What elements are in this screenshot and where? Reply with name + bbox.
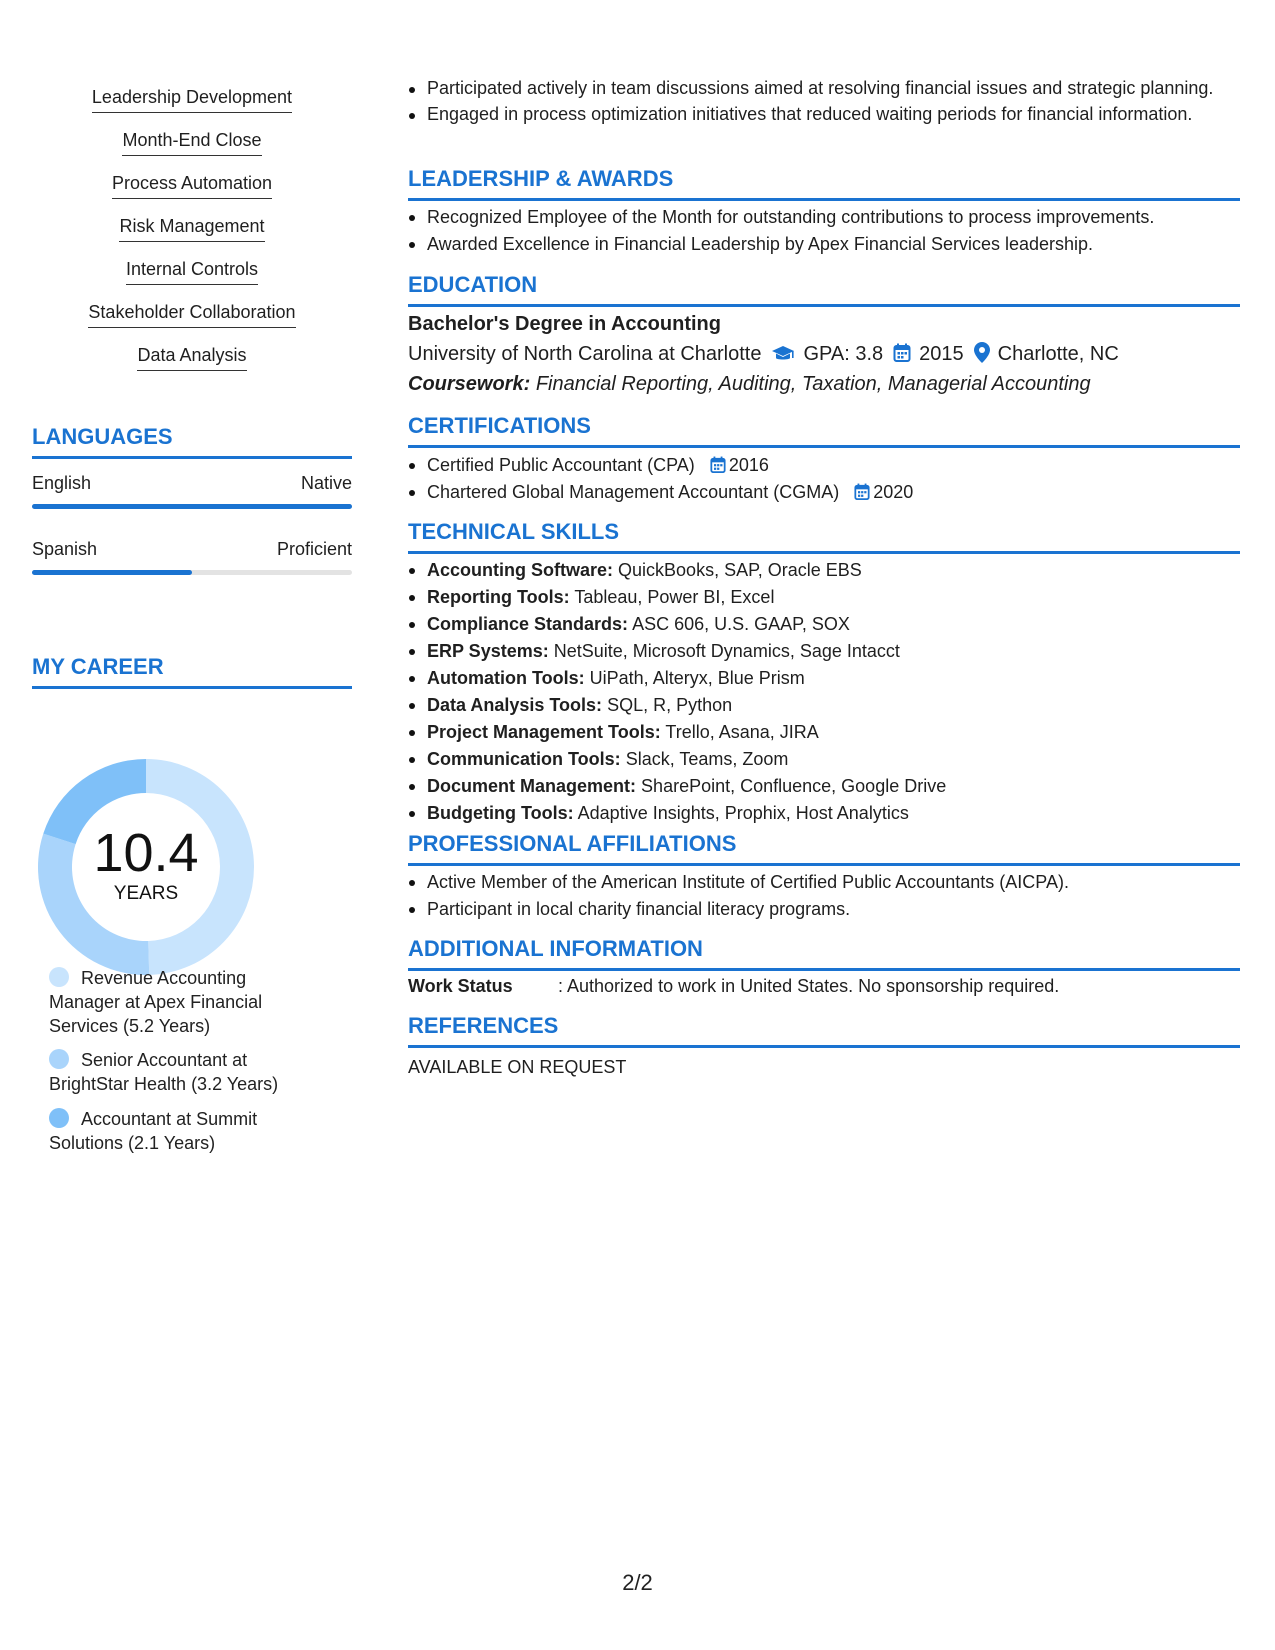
- career-donut-center: [34, 755, 258, 979]
- list-item: [408, 773, 1240, 800]
- degree-title: Bachelor's Degree in Accounting: [408, 313, 721, 335]
- calendar-icon: [710, 456, 726, 474]
- experience-continued-list: [408, 76, 1240, 126]
- certification-name: Chartered Global Management Accountant (CGMA): [427, 482, 840, 502]
- certification-name: Certified Public Accountant (CPA): [427, 455, 695, 475]
- strength-label: Risk Management: [119, 215, 264, 242]
- legend-dot: [49, 1108, 69, 1128]
- list-item: Participated actively in team discussions aimed at resolving financial issues and strategic planning.: [408, 76, 1240, 100]
- legend-label: Accountant at Summit Solutions (2.1 Years): [49, 1109, 258, 1153]
- technical-skills-heading: TECHNICAL SKILLS: [408, 519, 1240, 554]
- strength-label: Process Automation: [112, 172, 272, 199]
- career-total-unit: YEARS: [113, 883, 179, 904]
- language-spanish: [32, 538, 352, 575]
- skill-value: SQL, R, Python: [607, 695, 733, 715]
- career-donut-chart: [34, 755, 258, 979]
- legend-label: Revenue Accounting Manager at Apex Financial Services (5.2 Years): [49, 968, 263, 1036]
- gpa: GPA: 3.8: [803, 343, 884, 365]
- list-item: [408, 638, 1240, 665]
- list-item: Active Member of the American Institute of Certified Public Accountants (AICPA).: [408, 869, 1240, 896]
- certifications-heading: CERTIFICATIONS: [408, 413, 1240, 448]
- list-item: [408, 452, 1240, 479]
- strength-label: Internal Controls: [126, 258, 258, 285]
- skill-value: QuickBooks, SAP, Oracle EBS: [618, 560, 862, 580]
- strength-item: [32, 215, 352, 242]
- work-status-value: : Authorized to work in United States. No sponsorship required.: [558, 976, 1060, 996]
- additional-info-heading: ADDITIONAL INFORMATION: [408, 936, 1240, 971]
- career-heading: MY CAREER: [32, 654, 352, 689]
- legend-dot: [49, 1049, 69, 1069]
- list-item: [408, 584, 1240, 611]
- list-item: [408, 557, 1240, 584]
- coursework-label: Coursework:: [408, 373, 531, 395]
- languages-heading: LANGUAGES: [32, 424, 352, 459]
- location-pin-icon: [974, 342, 990, 363]
- skill-label: Data Analysis Tools:: [427, 695, 603, 715]
- career-legend-item: [49, 1048, 299, 1096]
- skill-value: Trello, Asana, JIRA: [665, 722, 819, 742]
- skill-label: ERP Systems:: [427, 641, 549, 661]
- certifications-list: [408, 452, 1240, 506]
- list-item: [408, 479, 1240, 506]
- coursework-list: Financial Reporting, Auditing, Taxation, Managerial Accounting: [535, 373, 1091, 395]
- skill-label: Communication Tools:: [427, 749, 621, 769]
- skill-label: Budgeting Tools:: [427, 803, 574, 823]
- strength-item: [32, 86, 352, 113]
- skill-label: Accounting Software:: [427, 560, 614, 580]
- leadership-list: [408, 204, 1240, 258]
- language-bar-track: [32, 570, 352, 575]
- list-item: [408, 719, 1240, 746]
- legend-dot: [49, 967, 69, 987]
- skill-label: Automation Tools:: [427, 668, 585, 688]
- list-item: Participant in local charity financial literacy programs.: [408, 896, 1240, 923]
- skill-value: UiPath, Alteryx, Blue Prism: [589, 668, 805, 688]
- certification-year: 2020: [873, 482, 914, 502]
- skill-value: NetSuite, Microsoft Dynamics, Sage Intacct: [553, 641, 900, 661]
- affiliations-heading: PROFESSIONAL AFFILIATIONS: [408, 831, 1240, 866]
- education-heading: EDUCATION: [408, 272, 1240, 307]
- skill-value: ASC 606, U.S. GAAP, SOX: [632, 614, 850, 634]
- list-item: [408, 692, 1240, 719]
- language-level: Proficient: [276, 539, 352, 559]
- strength-label: Month-End Close: [122, 129, 261, 156]
- leadership-heading: LEADERSHIP & AWARDS: [408, 166, 1240, 201]
- career-total-years: 10.4: [93, 823, 199, 883]
- skill-label: Project Management Tools:: [427, 722, 661, 742]
- graduation-year: 2015: [919, 343, 964, 365]
- education-entry: [408, 309, 1240, 399]
- list-item: Recognized Employee of the Month for outstanding contributions to process improvements.: [408, 204, 1240, 231]
- calendar-icon: [854, 483, 870, 501]
- list-item: [408, 800, 1240, 827]
- list-item: Awarded Excellence in Financial Leadership by Apex Financial Services leadership.: [408, 231, 1240, 258]
- list-item: [408, 611, 1240, 638]
- coursework-line: [408, 369, 1240, 399]
- skill-label: Reporting Tools:: [427, 587, 570, 607]
- strength-item: [32, 301, 352, 328]
- language-level: Native: [300, 473, 352, 493]
- school-name: University of North Carolina at Charlotte: [408, 343, 762, 365]
- career-legend-item: [49, 1107, 299, 1155]
- legend-label: Senior Accountant at BrightStar Health (3.2 Years): [49, 1050, 279, 1094]
- skill-value: Adaptive Insights, Prophix, Host Analytics: [577, 803, 909, 823]
- certification-year: 2016: [728, 455, 769, 475]
- strength-item: [32, 172, 352, 199]
- strength-item: [32, 129, 352, 156]
- language-bar-fill: [32, 504, 352, 509]
- list-item: [408, 665, 1240, 692]
- skill-label: Compliance Standards:: [427, 614, 629, 634]
- references-heading: REFERENCES: [408, 1013, 1240, 1048]
- language-bar-fill: [32, 570, 192, 575]
- career-legend-item: [49, 966, 299, 1038]
- language-name: English: [32, 473, 92, 493]
- strength-item: [32, 344, 352, 371]
- work-status-row: [408, 974, 1240, 998]
- graduation-cap-icon: [771, 345, 795, 363]
- affiliations-list: [408, 869, 1240, 923]
- strength-label: Data Analysis: [137, 344, 246, 371]
- strength-item: [32, 258, 352, 285]
- language-bar-track: [32, 504, 352, 509]
- list-item: [408, 746, 1240, 773]
- list-item: Engaged in process optimization initiatives that reduced waiting periods for financial information.: [408, 102, 1240, 126]
- school-location: Charlotte, NC: [997, 343, 1119, 365]
- skill-value: Tableau, Power BI, Excel: [574, 587, 775, 607]
- work-status-label: Work Status: [408, 976, 513, 996]
- skill-value: Slack, Teams, Zoom: [625, 749, 789, 769]
- calendar-icon: [893, 343, 911, 363]
- language-name: Spanish: [32, 539, 98, 559]
- page-number: 2/2: [622, 1570, 653, 1595]
- skill-value: SharePoint, Confluence, Google Drive: [641, 776, 947, 796]
- technical-skills-list: [408, 557, 1240, 827]
- education-details: [408, 339, 1240, 369]
- strength-label: Stakeholder Collaboration: [88, 301, 295, 328]
- language-english: [32, 472, 352, 509]
- skill-label: Document Management:: [427, 776, 637, 796]
- references-text: AVAILABLE ON REQUEST: [408, 1057, 627, 1077]
- strength-label: Leadership Development: [92, 86, 292, 113]
